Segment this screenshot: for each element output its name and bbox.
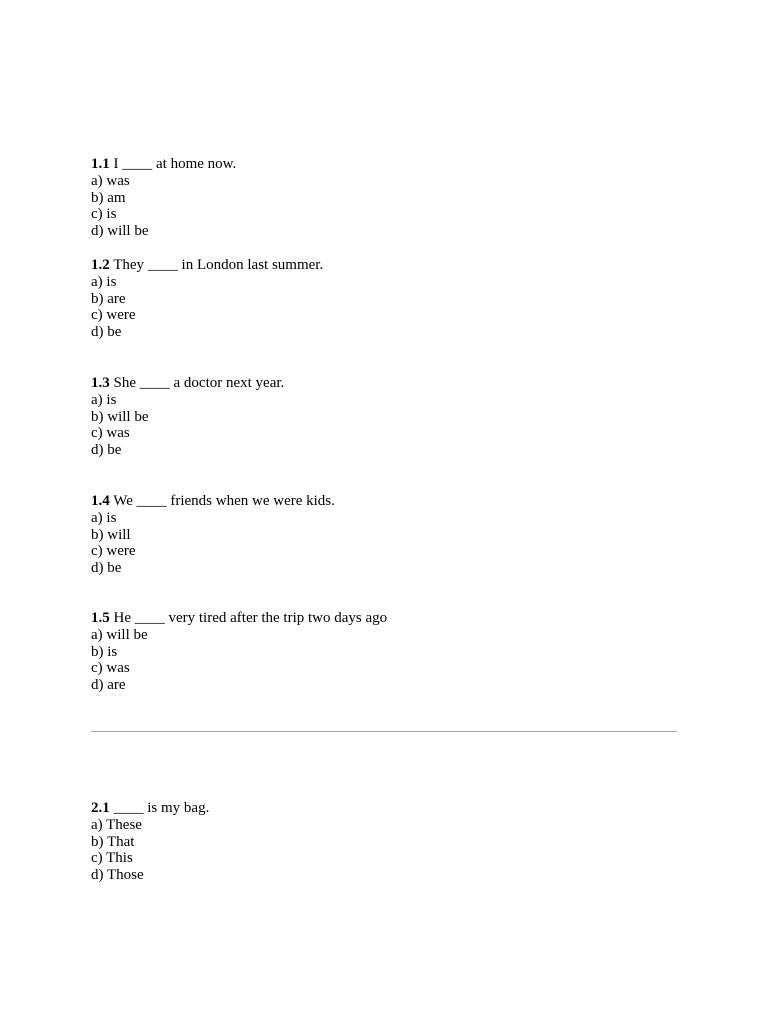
option-b: b) will bbox=[91, 526, 131, 543]
option-d: d) are bbox=[91, 677, 126, 694]
option-a: a) will be bbox=[91, 626, 148, 643]
option-d: d) be bbox=[91, 560, 122, 577]
question-text: They ____ in London last summer. bbox=[113, 257, 324, 273]
option-a: a) is bbox=[91, 391, 117, 408]
question-1-4 bbox=[91, 493, 677, 577]
option-b: b) is bbox=[91, 643, 118, 660]
option-d: d) Those bbox=[91, 867, 144, 884]
option-b: b) am bbox=[91, 189, 126, 206]
option-a: a) was bbox=[91, 172, 130, 189]
question-prompt bbox=[91, 493, 677, 510]
option-c: c) was bbox=[91, 425, 130, 442]
question-2-1 bbox=[91, 800, 677, 884]
option-c: c) were bbox=[91, 307, 136, 324]
question-text: I ____ at home now. bbox=[113, 156, 237, 172]
question-number: 1.2 bbox=[91, 257, 110, 273]
question-prompt bbox=[91, 257, 677, 274]
question-number: 2.1 bbox=[91, 800, 110, 816]
option-a: a) These bbox=[91, 816, 142, 833]
question-1-5 bbox=[91, 610, 677, 694]
option-c: c) was bbox=[91, 660, 130, 677]
question-prompt bbox=[91, 610, 677, 627]
question-prompt bbox=[91, 375, 677, 392]
question-text: ____ is my bag. bbox=[113, 800, 210, 816]
question-prompt bbox=[91, 800, 677, 817]
option-c: c) were bbox=[91, 543, 136, 560]
question-1-1 bbox=[91, 156, 677, 240]
question-prompt bbox=[91, 156, 677, 173]
option-d: d) will be bbox=[91, 223, 149, 240]
question-text: She ____ a doctor next year. bbox=[113, 375, 285, 391]
question-text: We ____ friends when we were kids. bbox=[113, 493, 335, 509]
option-b: b) That bbox=[91, 833, 135, 850]
question-number: 1.5 bbox=[91, 610, 110, 626]
option-c: c) is bbox=[91, 206, 117, 223]
option-a: a) is bbox=[91, 273, 117, 290]
option-b: b) are bbox=[91, 290, 126, 307]
option-a: a) is bbox=[91, 509, 117, 526]
question-number: 1.4 bbox=[91, 493, 110, 509]
question-1-3 bbox=[91, 375, 677, 459]
question-number: 1.3 bbox=[91, 375, 110, 391]
option-d: d) be bbox=[91, 442, 122, 459]
option-b: b) will be bbox=[91, 408, 149, 425]
option-c: c) This bbox=[91, 850, 133, 867]
question-number: 1.1 bbox=[91, 156, 110, 172]
section-divider bbox=[91, 731, 677, 732]
question-1-2 bbox=[91, 257, 677, 341]
question-text: He ____ very tired after the trip two days ago bbox=[113, 610, 388, 626]
option-d: d) be bbox=[91, 324, 122, 341]
